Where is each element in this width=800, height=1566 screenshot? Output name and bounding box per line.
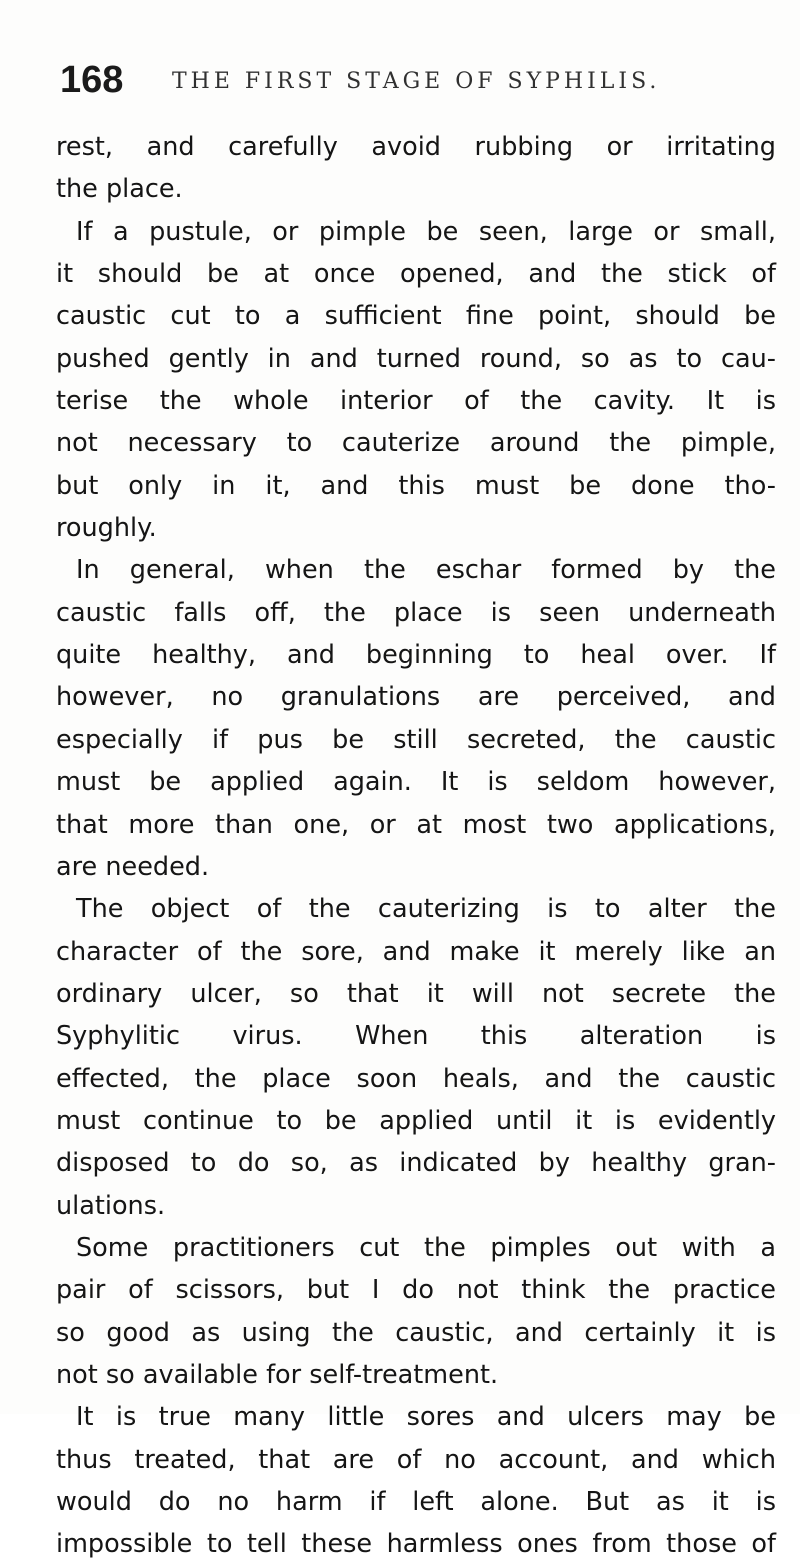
text-line: especially if pus be still secreted, the caustic [56, 724, 776, 755]
page-header [60, 58, 780, 108]
text-line: so good as using the caustic, and certainly it is [56, 1317, 776, 1348]
text-line: rest, and carefully avoid rubbing or irritating [56, 132, 776, 162]
text-line: If a pustule, or pimple be seen, large or small, [76, 216, 776, 247]
text-line: Syphylitic virus. When this alteration is [56, 1021, 776, 1052]
text-line: must continue to be applied until it is evidently [56, 1105, 776, 1136]
text-line: disposed to do so, as indicated by healthy gran- [56, 1148, 776, 1179]
text-line: In general, when the eschar formed by the [76, 555, 776, 586]
text-line: The object of the cauterizing is to alter the [76, 894, 776, 925]
text-line: however, no granulations are perceived, and [56, 682, 776, 713]
text-line: character of the sore, and make it merely like an [56, 936, 776, 967]
running-head: THE FIRST STAGE OF SYPHILIS. [172, 69, 661, 94]
text-line: would do no harm if left alone. But as it is [56, 1487, 776, 1517]
text-line: not so available for self-treatment. [56, 1359, 499, 1390]
paragraph [56, 549, 776, 888]
text-line: must be applied again. It is seldom however, [56, 767, 776, 798]
text-line: caustic falls off, the place is seen underneath [56, 597, 776, 628]
body-text [56, 126, 776, 1566]
text-line: that more than one, or at most two applications, [56, 809, 776, 840]
text-line: but only in it, and this must be done tho- [56, 470, 776, 501]
text-line: It is true many little sores and ulcers may be [76, 1402, 776, 1433]
text-line: it should be at once opened, and the stick of [56, 259, 776, 290]
text-line: ordinary ulcer, so that it will not secrete the [56, 978, 776, 1009]
page-number: 168 [60, 59, 124, 101]
text-line: effected, the place soon heals, and the caustic [56, 1063, 776, 1094]
text-line: pair of scissors, but I do not think the practice [56, 1275, 776, 1306]
text-line: terise the whole interior of the cavity. It is [56, 386, 776, 417]
text-line: Some practitioners cut the pimples out with a [76, 1232, 776, 1263]
paragraph [56, 1396, 776, 1565]
text-line: are needed. [56, 851, 210, 882]
text-line: pushed gently in and turned round, so as to cau- [56, 343, 776, 374]
text-line: thus treated, that are of no account, and which [56, 1444, 776, 1475]
paragraph [56, 1227, 776, 1396]
text-line: impossible to tell these harmless ones from those of [56, 1529, 776, 1560]
text-line: quite healthy, and beginning to heal over. If [56, 640, 776, 671]
text-line: the place. [56, 174, 183, 205]
text-line: caustic cut to a sufficient fine point, should be [56, 301, 776, 332]
paragraph [56, 126, 776, 211]
paragraph [56, 888, 776, 1227]
paragraph [56, 211, 776, 550]
text-line: not necessary to cauterize around the pimple, [56, 428, 776, 459]
text-line: roughly. [56, 513, 157, 544]
text-line: ulations. [56, 1190, 166, 1221]
